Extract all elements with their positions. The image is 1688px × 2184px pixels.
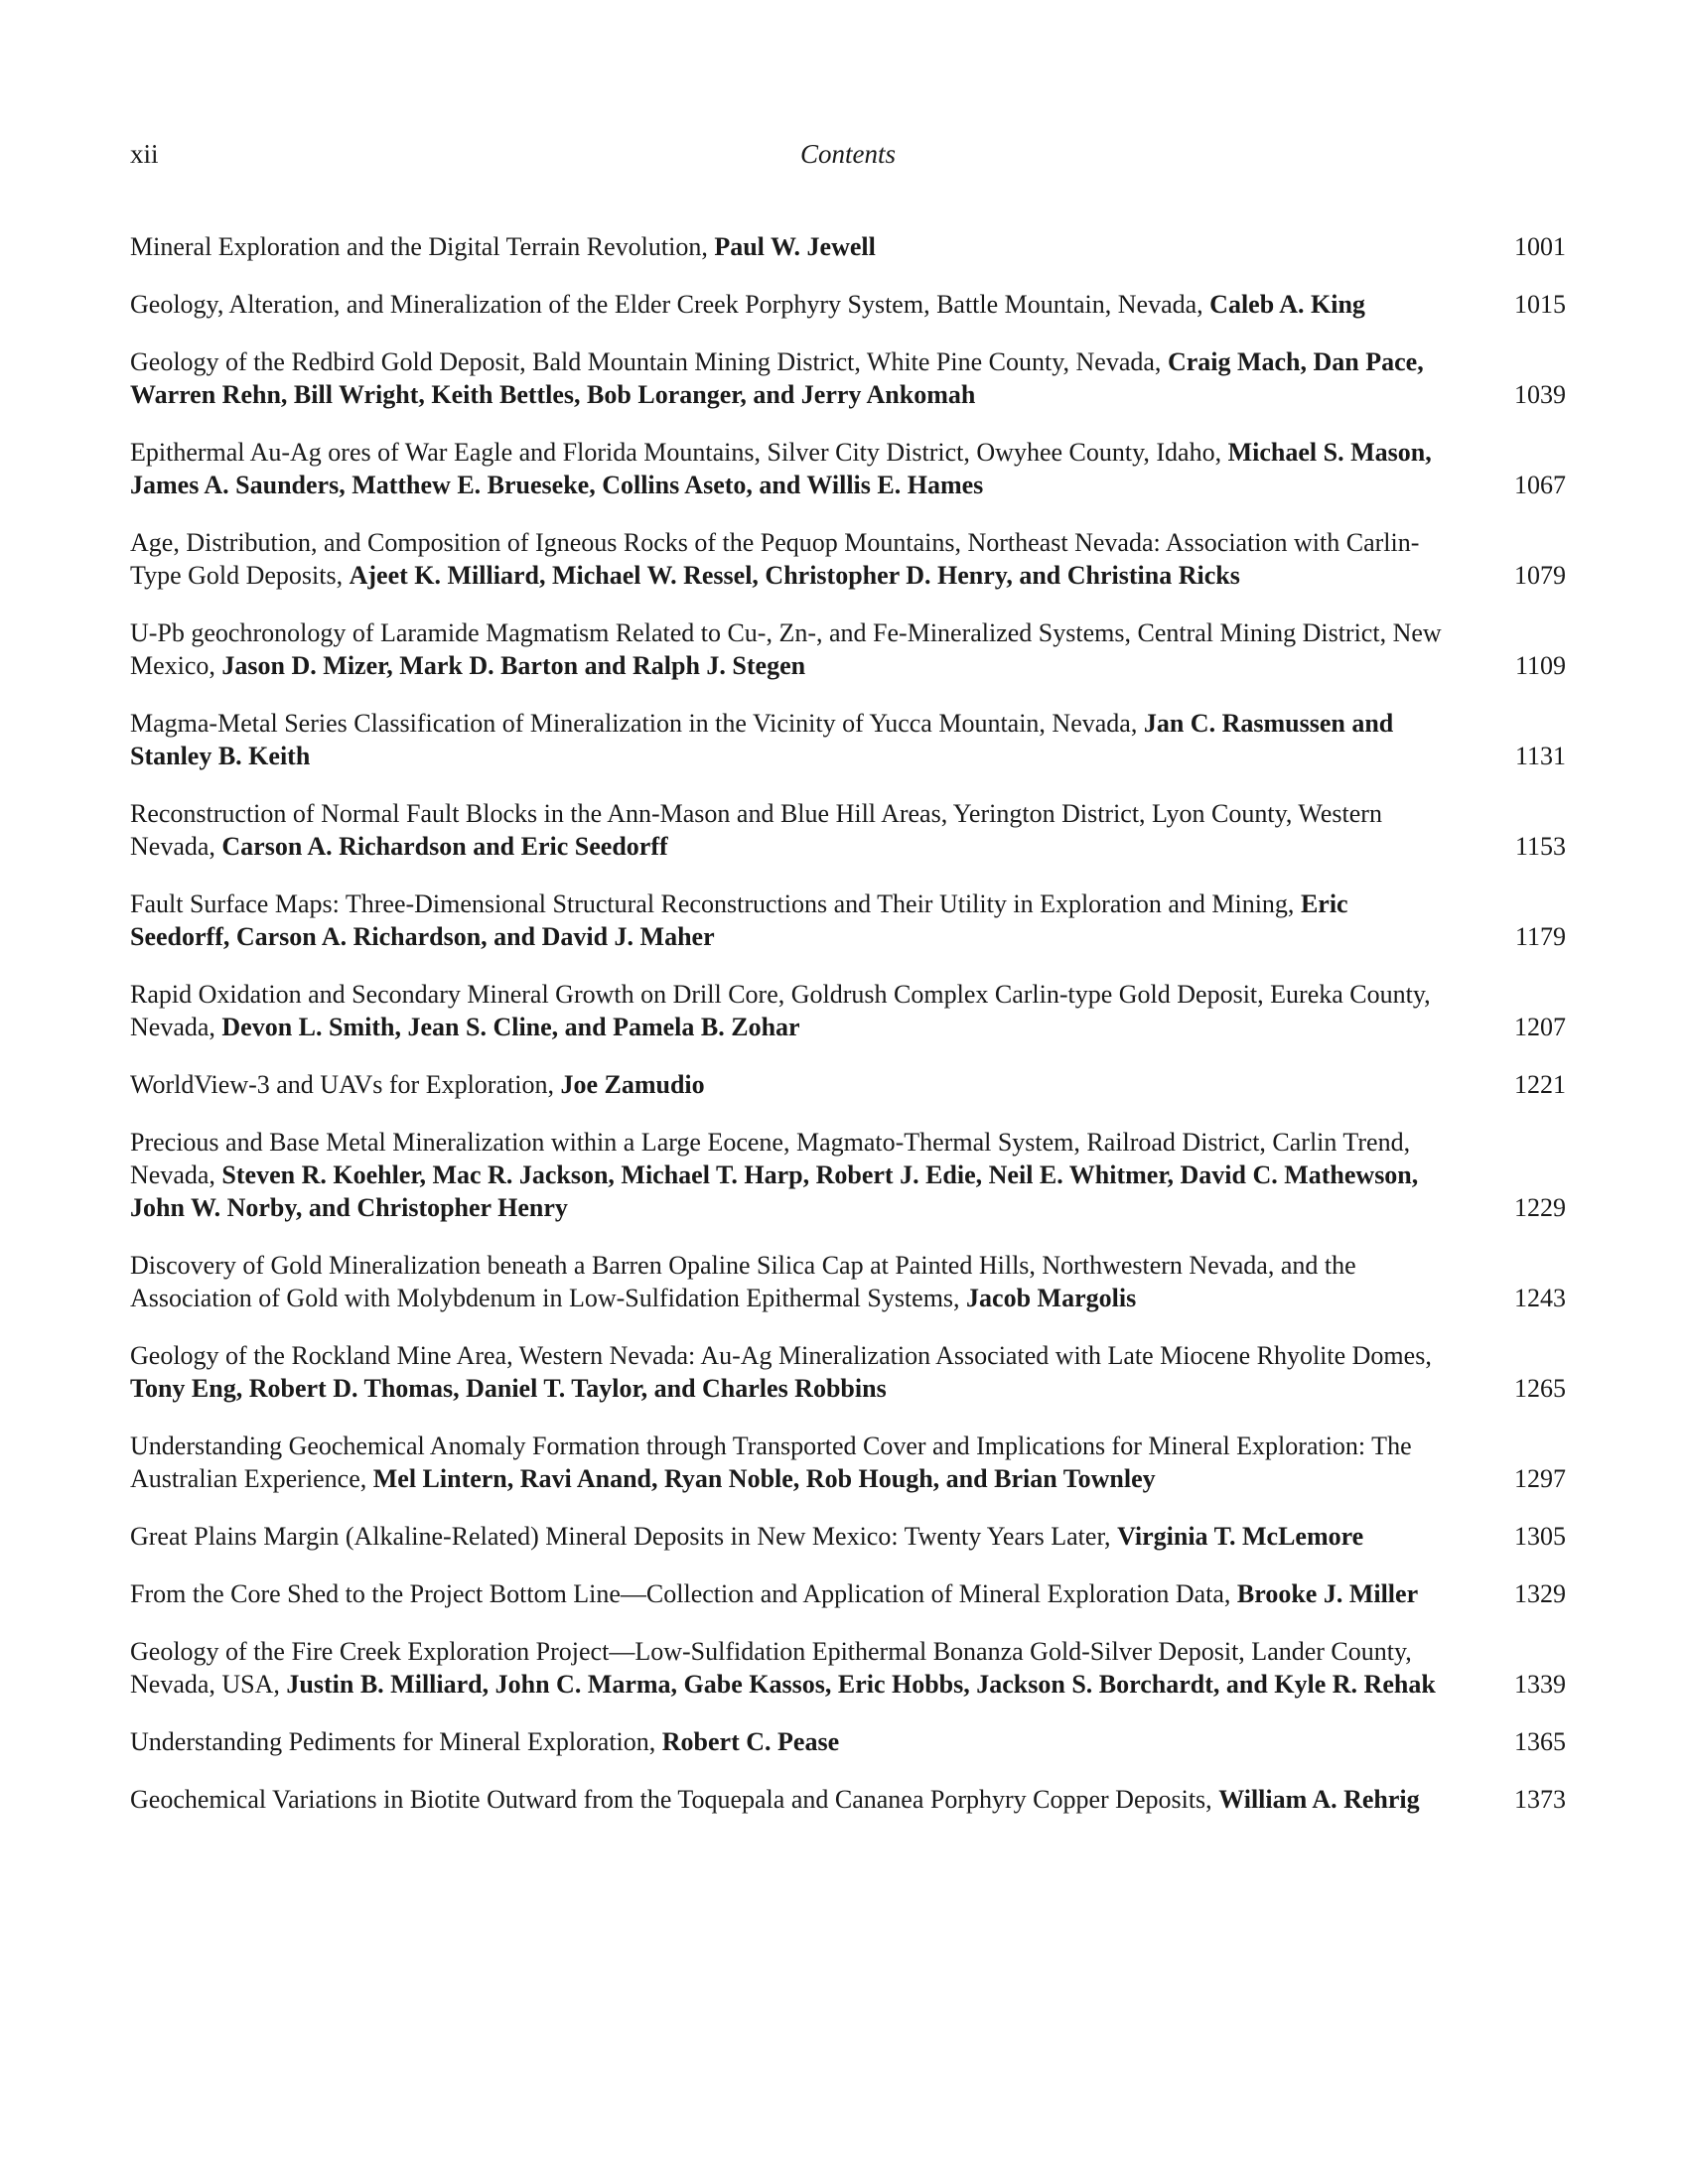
toc-entry (130, 1126, 1566, 1224)
entry-text (130, 1430, 1486, 1495)
entry-authors: Carson A. Richardson and Eric Seedorff (221, 832, 668, 861)
toc-entry (130, 1249, 1566, 1314)
table-of-contents (130, 230, 1566, 1841)
entry-text (130, 1249, 1486, 1314)
toc-entry (130, 797, 1566, 863)
entry-authors: Jason D. Mizer, Mark D. Barton and Ralph J. Stegen (221, 651, 806, 680)
entry-page-number: 1079 (1514, 561, 1566, 590)
entry-text (130, 1520, 1486, 1553)
entry-text (130, 1126, 1486, 1224)
entry-page-number: 1229 (1514, 1193, 1566, 1222)
entry-page-number: 1365 (1514, 1727, 1566, 1756)
entry-page-number: 1329 (1514, 1579, 1566, 1608)
entry-page-number: 1265 (1514, 1374, 1566, 1403)
entry-title: Geochemical Variations in Biotite Outward from the Toquepala and Cananea Porphyry Copper Deposits, (130, 1785, 1219, 1814)
entry-text (130, 436, 1486, 501)
entry-authors: Virginia T. McLemore (1117, 1522, 1364, 1551)
entry-text (130, 1068, 1486, 1101)
page-header (130, 139, 1566, 175)
entry-text (130, 887, 1486, 953)
entry-title: Geology of the Redbird Gold Deposit, Bald Mountain Mining District, White Pine County, Nevada, (130, 347, 1168, 376)
entry-authors: Craig Mach, Dan Pace, Warren Rehn, Bill Wright, Keith Bettles, Bob Loranger, and Jerry Ankomah (130, 347, 1424, 409)
toc-entry (130, 616, 1566, 682)
entry-text (130, 1635, 1486, 1701)
entry-title: Mineral Exploration and the Digital Terrain Revolution, (130, 232, 715, 261)
entry-title: Precious and Base Metal Mineralization within a Large Eocene, Magmato-Thermal System, Railroad District, Carlin Trend, Nevada, (130, 1128, 1411, 1189)
entry-page-number: 1373 (1514, 1785, 1566, 1814)
toc-entry (130, 887, 1566, 953)
entry-page-number: 1221 (1514, 1070, 1566, 1099)
running-head: Contents (799, 139, 896, 169)
entry-title: Understanding Pediments for Mineral Exploration, (130, 1727, 662, 1756)
entry-page-number: 1179 (1514, 922, 1566, 951)
entry-title: Understanding Geochemical Anomaly Formation through Transported Cover and Implications for Mineral Exploration: The Australian Experience, (130, 1432, 1412, 1493)
entry-text (130, 288, 1486, 321)
toc-entry (130, 345, 1566, 411)
entry-authors: Mel Lintern, Ravi Anand, Ryan Noble, Rob Hough, and Brian Townley (372, 1464, 1156, 1493)
toc-entry (130, 230, 1566, 263)
toc-entry (130, 1725, 1566, 1758)
entry-text (130, 1577, 1486, 1610)
entry-title: U-Pb geochronology of Laramide Magmatism Related to Cu-, Zn-, and Fe-Mineralized Systems, Central Mining District, New Mexico, (130, 618, 1442, 680)
entry-title: Age, Distribution, and Composition of Igneous Rocks of the Pequop Mountains, Northeast Nevada: Association with Carlin-Type Gold Deposits, (130, 528, 1420, 590)
entry-page-number: 1243 (1514, 1284, 1566, 1312)
entry-text (130, 526, 1486, 592)
entry-authors: Jan C. Rasmussen and Stanley B. Keith (130, 709, 1394, 770)
entry-title: Epithermal Au-Ag ores of War Eagle and Florida Mountains, Silver City District, Owyhee County, Idaho, (130, 438, 1228, 467)
entry-page-number: 1001 (1514, 232, 1566, 261)
entry-title: Geology of the Rockland Mine Area, Western Nevada: Au-Ag Mineralization Associated with Late Miocene Rhyolite Domes, (130, 1341, 1432, 1370)
entry-title: From the Core Shed to the Project Bottom Line—Collection and Application of Mineral Exploration Data, (130, 1579, 1237, 1608)
entry-text (130, 1783, 1486, 1816)
entry-text (130, 345, 1486, 411)
entry-authors: Ajeet K. Milliard, Michael W. Ressel, Christopher D. Henry, and Christina Ricks (349, 561, 1240, 590)
entry-title: Geology of the Fire Creek Exploration Project—Low-Sulfidation Epithermal Bonanza Gold-Silver Deposit, Lander County, Nevada, USA, (130, 1637, 1412, 1699)
entry-authors: Eric Seedorff, Carson A. Richardson, and David J. Maher (130, 889, 1348, 951)
entry-page-number: 1153 (1514, 832, 1566, 861)
entry-page-number: 1207 (1514, 1013, 1566, 1041)
entry-page-number: 1339 (1514, 1670, 1566, 1699)
entry-page-number: 1131 (1514, 742, 1566, 770)
entry-title: Magma-Metal Series Classification of Mineralization in the Vicinity of Yucca Mountain, Nevada, (130, 709, 1144, 738)
toc-entry (130, 288, 1566, 321)
entry-text (130, 707, 1486, 772)
toc-entry (130, 1430, 1566, 1495)
toc-entry (130, 436, 1566, 501)
toc-entry (130, 1577, 1566, 1610)
entry-title: Fault Surface Maps: Three-Dimensional Structural Reconstructions and Their Utility in Exploration and Mining, (130, 889, 1301, 918)
page-number: xii (130, 139, 159, 169)
entry-text (130, 230, 1486, 263)
entry-authors: Paul W. Jewell (714, 232, 876, 261)
entry-authors: Jacob Margolis (966, 1284, 1137, 1312)
toc-entry (130, 1520, 1566, 1553)
entry-text (130, 1725, 1486, 1758)
entry-authors: Tony Eng, Robert D. Thomas, Daniel T. Taylor, and Charles Robbins (130, 1374, 887, 1403)
entry-text (130, 616, 1486, 682)
entry-title: Great Plains Margin (Alkaline-Related) Mineral Deposits in New Mexico: Twenty Years Later, (130, 1522, 1118, 1551)
entry-page-number: 1067 (1514, 471, 1566, 499)
entry-page-number: 1109 (1514, 651, 1566, 680)
toc-entry (130, 1635, 1566, 1701)
entry-authors: Steven R. Koehler, Mac R. Jackson, Michael T. Harp, Robert J. Edie, Neil E. Whitmer, David C. Mathewson, John W. Norby, and Christopher Henry (130, 1160, 1419, 1222)
entry-authors: Brooke J. Miller (1236, 1579, 1419, 1608)
entry-page-number: 1297 (1514, 1464, 1566, 1493)
entry-authors: Michael S. Mason, James A. Saunders, Matthew E. Brueseke, Collins Aseto, and Willis E. Hames (130, 438, 1432, 499)
toc-entry (130, 707, 1566, 772)
toc-entry (130, 1339, 1566, 1405)
entry-authors: Joe Zamudio (560, 1070, 705, 1099)
toc-entry (130, 1068, 1566, 1101)
entry-authors: William A. Rehrig (1218, 1785, 1420, 1814)
toc-entry (130, 526, 1566, 592)
entry-authors: Robert C. Pease (661, 1727, 840, 1756)
entry-title: Reconstruction of Normal Fault Blocks in the Ann-Mason and Blue Hill Areas, Yerington District, Lyon County, Western Nevada, (130, 799, 1382, 861)
entry-page-number: 1015 (1514, 290, 1566, 319)
entry-authors: Justin B. Milliard, John C. Marma, Gabe Kassos, Eric Hobbs, Jackson S. Borchardt, and Kyle R. Rehak (286, 1670, 1436, 1699)
entry-page-number: 1305 (1514, 1522, 1566, 1551)
entry-text (130, 1339, 1486, 1405)
toc-entry (130, 1783, 1566, 1816)
entry-title: Discovery of Gold Mineralization beneath a Barren Opaline Silica Cap at Painted Hills, Northwestern Nevada, and the Association of Gold with Molybdenum in Low-Sulfidation Epithermal Systems, (130, 1251, 1356, 1312)
entry-text (130, 978, 1486, 1043)
entry-authors: Caleb A. King (1209, 290, 1365, 319)
entry-text (130, 797, 1486, 863)
entry-title: Rapid Oxidation and Secondary Mineral Growth on Drill Core, Goldrush Complex Carlin-type Gold Deposit, Eureka County, Nevada, (130, 980, 1431, 1041)
toc-entry (130, 978, 1566, 1043)
entry-authors: Devon L. Smith, Jean S. Cline, and Pamela B. Zohar (221, 1013, 800, 1041)
entry-page-number: 1039 (1514, 380, 1566, 409)
entry-title: WorldView-3 and UAVs for Exploration, (130, 1070, 561, 1099)
entry-title: Geology, Alteration, and Mineralization of the Elder Creek Porphyry System, Battle Mountain, Nevada, (130, 290, 1210, 319)
